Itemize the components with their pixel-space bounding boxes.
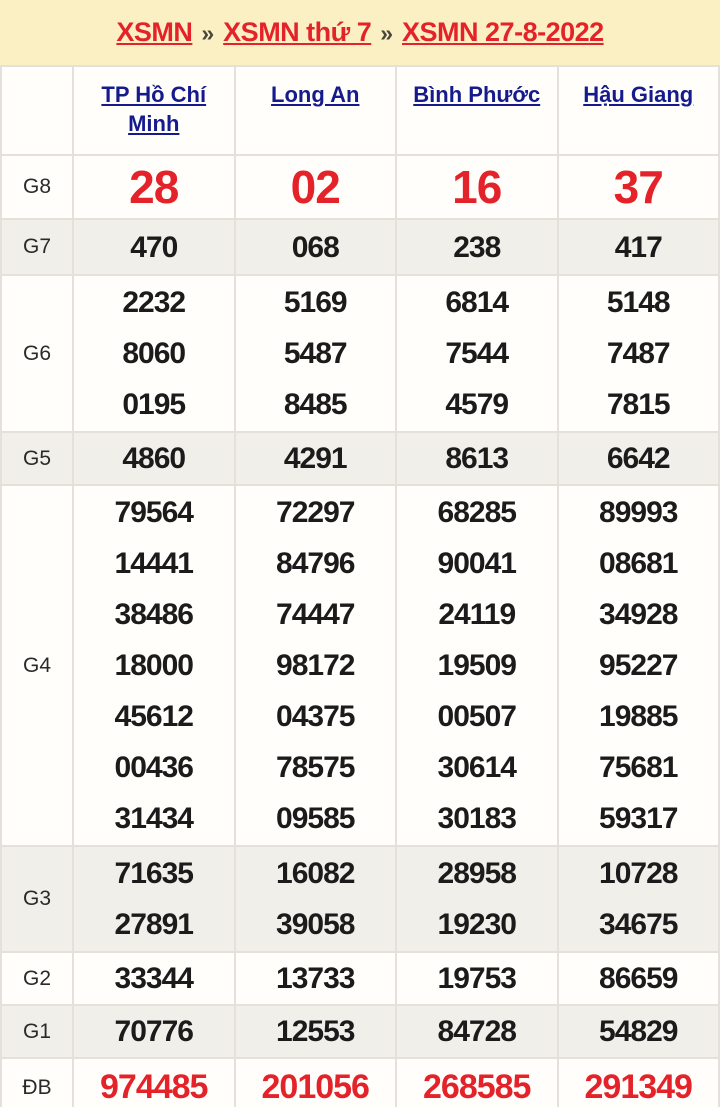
prize-value: 70776 <box>114 1015 193 1048</box>
prize-value: 45612 <box>114 700 193 733</box>
prize-value: 33344 <box>114 962 193 995</box>
prize-value: 10728 <box>599 857 678 890</box>
prize-value: 90041 <box>437 547 516 580</box>
prize-value: 8613 <box>445 442 509 475</box>
prize-value: 5148 <box>606 286 670 319</box>
prize-cell <box>73 485 235 846</box>
row-label-g2: G2 <box>1 952 73 1005</box>
prize-value: 18000 <box>114 649 193 682</box>
prize-value: 04375 <box>276 700 355 733</box>
prize-value: 71635 <box>114 857 193 890</box>
prize-value: 201056 <box>261 1068 369 1106</box>
prize-cell <box>558 1005 720 1058</box>
prize-cell <box>558 275 720 432</box>
prize-value: 238 <box>453 230 501 264</box>
prize-cell <box>396 1058 558 1107</box>
prize-row-g2 <box>1 952 719 1005</box>
prize-value: 27891 <box>114 908 193 941</box>
header-cell-province <box>235 66 397 155</box>
header-row <box>1 66 719 155</box>
prize-value: 291349 <box>584 1068 692 1106</box>
province-link-binh-phuoc[interactable]: Bình Phước <box>413 82 541 107</box>
header-cell-empty <box>1 66 73 155</box>
prize-row-g7 <box>1 219 719 275</box>
prize-value: 5487 <box>283 337 347 370</box>
row-label-g5: G5 <box>1 432 73 485</box>
prize-cell <box>73 952 235 1005</box>
prize-cell <box>558 1058 720 1107</box>
prize-value: 95227 <box>599 649 678 682</box>
prize-value: 7487 <box>606 337 670 370</box>
prize-value: 19885 <box>599 700 678 733</box>
prize-value: 74447 <box>276 598 355 631</box>
prize-value: 37 <box>613 161 663 213</box>
province-link-long-an[interactable]: Long An <box>271 82 360 107</box>
row-label-db: ĐB <box>1 1058 73 1107</box>
prize-row-g8 <box>1 155 719 219</box>
prize-value: 19509 <box>437 649 516 682</box>
prize-cell <box>73 846 235 952</box>
breadcrumb-link-xsmn[interactable]: XSMN <box>116 17 193 47</box>
prize-row-g1 <box>1 1005 719 1058</box>
prize-value: 89993 <box>599 496 678 529</box>
prize-cell <box>396 219 558 275</box>
prize-row-db <box>1 1058 719 1107</box>
prize-cell <box>73 1005 235 1058</box>
prize-cell <box>396 846 558 952</box>
prize-value: 78575 <box>276 751 355 784</box>
prize-cell <box>73 275 235 432</box>
header-cell-province <box>396 66 558 155</box>
prize-cell <box>235 1005 397 1058</box>
breadcrumb-separator: » <box>380 20 394 46</box>
prize-value: 84796 <box>276 547 355 580</box>
prize-value: 34675 <box>599 908 678 941</box>
prize-row-g3 <box>1 846 719 952</box>
prize-value: 86659 <box>599 962 678 995</box>
prize-row-g5 <box>1 432 719 485</box>
results-table-body <box>1 155 719 1107</box>
prize-cell <box>73 432 235 485</box>
prize-cell <box>235 432 397 485</box>
prize-value: 16 <box>452 161 502 213</box>
prize-value: 470 <box>130 230 178 264</box>
prize-value: 5169 <box>283 286 347 319</box>
prize-value: 39058 <box>276 908 355 941</box>
prize-value: 54829 <box>599 1015 678 1048</box>
prize-value: 2232 <box>122 286 186 319</box>
prize-cell <box>235 485 397 846</box>
prize-value: 02 <box>290 161 340 213</box>
prize-value: 4860 <box>122 442 186 475</box>
prize-value: 68285 <box>437 496 516 529</box>
prize-value: 00507 <box>437 700 516 733</box>
row-label-g3: G3 <box>1 846 73 952</box>
header-cell-province <box>558 66 720 155</box>
prize-value: 268585 <box>423 1068 531 1106</box>
prize-cell <box>396 485 558 846</box>
prize-value: 974485 <box>100 1068 208 1106</box>
prize-value: 8485 <box>283 388 347 421</box>
breadcrumb-separator: » <box>201 20 215 46</box>
prize-cell <box>396 1005 558 1058</box>
prize-value: 8060 <box>122 337 186 370</box>
prize-value: 31434 <box>114 802 193 835</box>
prize-value: 72297 <box>276 496 355 529</box>
prize-cell <box>396 155 558 219</box>
prize-value: 38486 <box>114 598 193 631</box>
prize-value: 08681 <box>599 547 678 580</box>
prize-value: 00436 <box>114 751 193 784</box>
province-link-tp-ho-chi-minh[interactable]: TP Hồ Chí Minh <box>101 82 207 136</box>
results-table-header <box>1 66 719 155</box>
prize-value: 6814 <box>445 286 509 319</box>
prize-value: 19230 <box>437 908 516 941</box>
prize-value: 13733 <box>276 962 355 995</box>
prize-cell <box>235 155 397 219</box>
prize-value: 59317 <box>599 802 678 835</box>
prize-value: 34928 <box>599 598 678 631</box>
prize-value: 4291 <box>283 442 347 475</box>
breadcrumb-link-xsmn-date[interactable]: XSMN 27-8-2022 <box>402 17 604 47</box>
breadcrumb-banner <box>0 0 720 65</box>
prize-cell <box>235 219 397 275</box>
prize-value: 7815 <box>606 388 670 421</box>
prize-value: 7544 <box>445 337 509 370</box>
breadcrumb-link-xsmn-thu-7[interactable]: XSMN thứ 7 <box>223 17 372 47</box>
prize-cell <box>73 1058 235 1107</box>
prize-value: 79564 <box>114 496 193 529</box>
prize-cell <box>558 432 720 485</box>
prize-value: 75681 <box>599 751 678 784</box>
prize-cell <box>235 275 397 432</box>
prize-value: 28958 <box>437 857 516 890</box>
prize-value: 0195 <box>122 388 186 421</box>
prize-row-g4 <box>1 485 719 846</box>
row-label-g6: G6 <box>1 275 73 432</box>
prize-value: 16082 <box>276 857 355 890</box>
header-cell-province <box>73 66 235 155</box>
prize-value: 98172 <box>276 649 355 682</box>
prize-cell <box>73 219 235 275</box>
province-link-hau-giang[interactable]: Hậu Giang <box>583 82 694 107</box>
prize-value: 14441 <box>114 547 193 580</box>
prize-row-g6 <box>1 275 719 432</box>
prize-value: 6642 <box>606 442 670 475</box>
prize-value: 28 <box>129 161 179 213</box>
prize-cell <box>558 219 720 275</box>
row-label-g7: G7 <box>1 219 73 275</box>
prize-cell <box>235 1058 397 1107</box>
prize-value: 30614 <box>437 751 516 784</box>
results-table <box>0 65 720 1107</box>
prize-value: 12553 <box>276 1015 355 1048</box>
prize-value: 30183 <box>437 802 516 835</box>
prize-value: 84728 <box>437 1015 516 1048</box>
prize-cell <box>558 155 720 219</box>
prize-cell <box>558 952 720 1005</box>
prize-cell <box>558 846 720 952</box>
prize-cell <box>396 432 558 485</box>
prize-value: 4579 <box>445 388 509 421</box>
prize-cell <box>235 846 397 952</box>
prize-cell <box>396 275 558 432</box>
row-label-g4: G4 <box>1 485 73 846</box>
prize-value: 417 <box>614 230 662 264</box>
prize-value: 24119 <box>438 598 516 631</box>
prize-value: 09585 <box>276 802 355 835</box>
row-label-g8: G8 <box>1 155 73 219</box>
prize-cell <box>73 155 235 219</box>
prize-cell <box>396 952 558 1005</box>
prize-value: 068 <box>291 230 339 264</box>
prize-cell <box>558 485 720 846</box>
prize-value: 19753 <box>437 962 516 995</box>
breadcrumb <box>116 17 603 48</box>
prize-cell <box>235 952 397 1005</box>
row-label-g1: G1 <box>1 1005 73 1058</box>
